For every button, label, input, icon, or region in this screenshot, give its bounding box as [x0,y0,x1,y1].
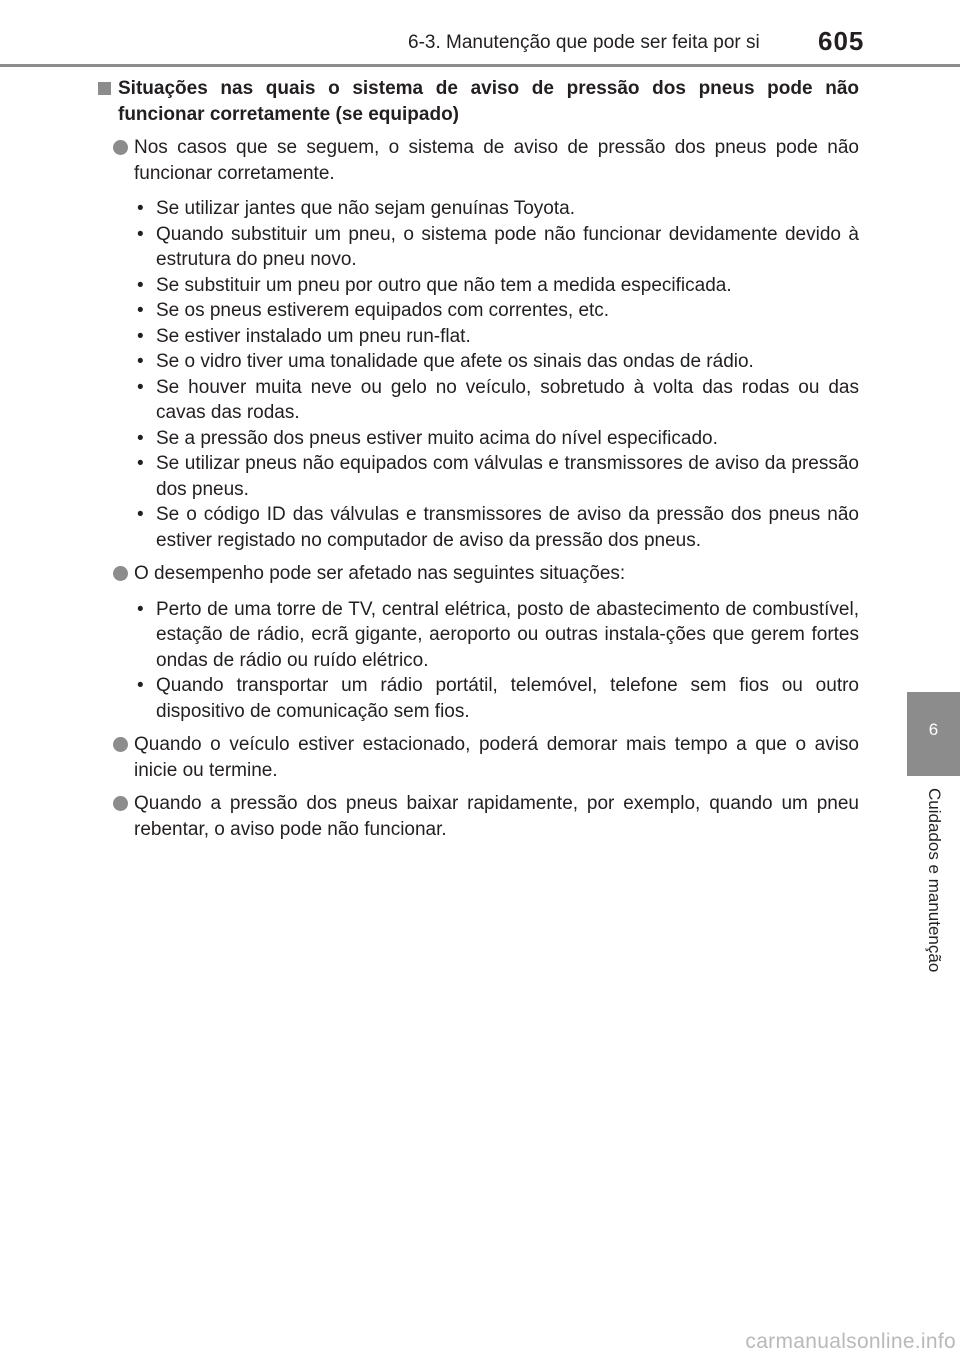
circle-bullet-icon [113,737,128,752]
running-header-title: 6-3. Manutenção que pode ser feita por si [408,32,760,53]
bullet-item [134,597,859,674]
chapter-label: Cuidados e manutenção [925,788,944,973]
bullet-item-text: Se utilizar pneus não equipados com válvulas e transmissores de aviso da pressão dos pneus. [156,453,859,500]
circle-item [96,732,859,783]
bullet-item [134,298,859,324]
circle-item-text: O desempenho pode ser afetado nas seguintes situações: [134,563,626,584]
circle-item [96,561,859,587]
header-divider [799,24,801,64]
bullet-item [134,196,859,222]
bullet-dot-icon: • [137,351,144,372]
bullet-item-text: Se os pneus estiverem equipados com correntes, etc. [156,300,610,321]
bullet-item-text: Quando transportar um rádio portátil, telemóvel, telefone sem fios ou outro dispositivo de comunicação sem fios. [156,675,859,722]
header-rule [0,64,960,67]
bullet-dot-icon: • [137,504,144,525]
bullet-dot-icon: • [137,274,144,296]
bullet-item-text: Se a pressão dos pneus estiver muito acima do nível especificado. [156,427,718,449]
item-list [96,135,859,842]
section-heading [96,76,859,127]
bullet-item [134,324,859,350]
bullet-list [96,196,859,553]
circle-bullet-icon [113,566,128,581]
bullet-list [96,597,859,725]
section-heading-text: Situações nas quais o sistema de aviso de pressão dos pneus pode não funcionar corretamente (se equipado) [118,78,859,125]
bullet-item [134,222,859,273]
bullet-dot-icon: • [137,598,144,620]
circle-item-text: Nos casos que se seguem, o sistema de aviso de pressão dos pneus pode não funcionar corretamente. [134,137,859,184]
bullet-item [134,673,859,724]
bullet-item [134,426,859,452]
bullet-dot-icon: • [137,198,144,219]
bullet-item [134,375,859,426]
bullet-item-text: Se substituir um pneu por outro que não tem a medida especificada. [156,274,732,296]
bullet-item [134,502,859,553]
circle-bullet-icon [113,140,128,155]
bullet-item-text: Se houver muita neve ou gelo no veículo, sobretudo à volta das rodas ou das cavas das rodas. [156,376,859,423]
bullet-dot-icon: • [137,675,144,696]
chapter-number: 6 [928,720,939,739]
circle-item-text: Quando o veículo estiver estacionado, poderá demorar mais tempo a que o aviso inicie ou termine. [134,734,859,781]
bullet-item-text: Perto de uma torre de TV, central elétrica, posto de abastecimento de combustível, estação de rádio, ecrã gigante, aeroporto ou outras instala-ções que gerem fortes ondas de rádio ou ruído elétrico. [156,598,859,671]
square-bullet-icon [98,82,111,95]
circle-bullet-icon [113,796,128,811]
bullet-dot-icon: • [137,223,144,245]
bullet-item-text: Se utilizar jantes que não sejam genuínas Toyota. [156,198,575,219]
circle-item-text: Quando a pressão dos pneus baixar rapidamente, por exemplo, quando um pneu rebentar, o aviso pode não funcionar. [134,793,859,840]
bullet-dot-icon: • [137,300,144,321]
bullet-item [134,273,859,299]
chapter-tab [907,692,960,776]
bullet-item-text: Quando substituir um pneu, o sistema pode não funcionar devidamente devido à estrutura do pneu novo. [156,223,859,270]
bullet-item [134,349,859,375]
circle-item [96,791,859,842]
bullet-dot-icon: • [137,325,144,347]
page-number: 605 [818,26,865,56]
bullet-dot-icon: • [137,376,144,398]
page-content [96,76,859,842]
bullet-dot-icon: • [137,427,144,449]
bullet-item [134,451,859,502]
circle-item [96,135,859,186]
bullet-item-text: Se o código ID das válvulas e transmissores de aviso da pressão dos pneus não estiver registado no computador de aviso da pressão dos pneus. [156,504,859,551]
bullet-dot-icon: • [137,453,144,474]
watermark: carmanualsonline.info [745,1330,956,1353]
bullet-item-text: Se estiver instalado um pneu run-flat. [156,325,471,347]
bullet-item-text: Se o vidro tiver uma tonalidade que afete os sinais das ondas de rádio. [156,351,754,372]
